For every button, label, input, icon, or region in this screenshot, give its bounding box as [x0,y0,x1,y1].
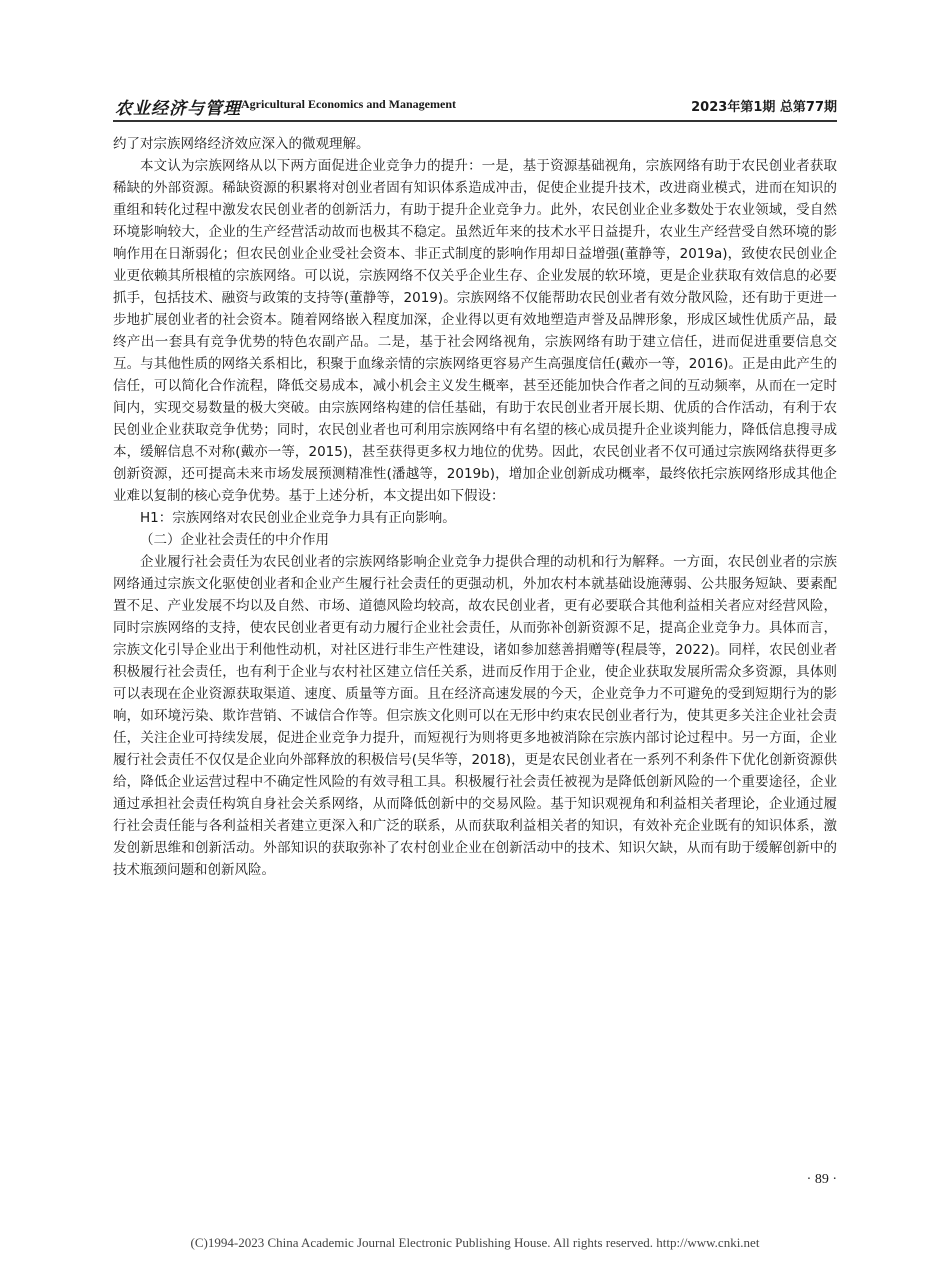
hypothesis-h1: H1：宗族网络对农民创业企业竞争力具有正向影响。 [140,510,456,526]
paragraph-csr-mediation: 企业履行社会责任为农民创业者的宗族网络影响企业竞争力提供合理的动机和行为解释。一方面，农民创业者的宗族网络通过宗族文化驱使创业者和企业产生履行社会责任的更强动机，外加农村本就基础设施薄弱、公共服务短缺、要素配置不足、产业发展不均以及自然、市场、道德风险均较高，故农民创业者，更有必要联合其他利益相关者应对经营风险，同时宗族网络的支持，使农民创业者更有动力履行企业社会责任，从而弥补创新资源不足，提高企业竞争力。具体而言，宗族文化引导企业出于利他性动机，对社区进行非生产性建设，诸如参加慈善捐赠等(程晨等，2022)。同样，农民创业者积极履行社会责任，也有利于企业与农村社区建立信任关系，进而反作用于企业，使企业获取发展所需众多资源，具体则可以表现在企业资源获取渠道、速度、质量等方面。且在经济高速发展的今天，企业竞争力不可避免的受到短期行为的影响，如环境污染、欺诈营销、不诚信合作等。但宗族文化则可以在无形中约束农民创业者行为，使其更多关注企业社会责任，关注企业可持续发展，促进企业竞争力提升，而短视行为则将更多地被消除在宗族内部讨论过程中。另一方面，企业履行社会责任不仅仅是企业向外部释放的积极信号(吴华等，2018)，更是农民创业者在一系列不利条件下优化创新资源供给，降低企业运营过程中不确定性风险的有效寻租工具。积极履行社会责任被视为是降低创新风险的一个重要途径，企业通过承担社会责任构筑自身社会关系网络，从而降低创新中的交易风险。基于知识观视角和利益相关者理论，企业通过履行社会责任能与各利益相关者建立更深入和广泛的联系，从而获取利益相关者的知识，有效补充企业既有的知识体系，激发创新思维和创新活动。外部知识的获取弥补了农村创业企业在创新活动中的技术、知识欠缺，从而有助于缓解创新中的技术瓶颈问题和创新风险。 [113,554,837,878]
paragraph-clan-network: 本文认为宗族网络从以下两方面促进企业竞争力的提升：一是，基于资源基础视角，宗族网络有助于农民创业者获取稀缺的外部资源。稀缺资源的积累将对创业者固有知识体系造成冲击，促使企业提升技术，改进商业模式，进而在知识的重组和转化过程中激发农民创业者的创新活力，有助于提升企业竞争力。此外，农民创业企业多数处于农业领域，受自然环境影响较大，企业的生产经营活动故而也极其不稳定。虽然近年来的技术水平日益提升，农业生产经营受自然环境的影响作用在日渐弱化；但农民创业企业受社会资本、非正式制度的影响作用却日益增强(董静等，2019a)，致使农民创业企业更依赖其所根植的宗族网络。可以说，宗族网络不仅关乎企业生存、企业发展的软环境，更是企业获取有效信息的必要抓手，包括技术、融资与政策的支持等(董静等，2019)。宗族网络不仅能帮助农民创业者有效分散风险，还有助于更进一步地扩展创业者的社会资本。随着网络嵌入程度加深，企业得以更有效地塑造声誉及品牌形象，形成区域性优质产品，最终产出一套具有竞争优势的特色农副产品。二是，基于社会网络视角，宗族网络有助于建立信任，进而促进重要信息交互。与其他性质的网络关系相比，积聚于血缘亲情的宗族网络更容易产生高强度信任(戴亦一等，2016)。正是由此产生的信任，可以简化合作流程，降低交易成本，减小机会主义发生概率，甚至还能加快合作者之间的互动频率，从而在一定时间内，实现交易数量的极大突破。由宗族网络构建的信任基础，有助于农民创业者开展长期、优质的合作活动，有利于农民创业企业获取竞争优势；同时，农民创业者也可利用宗族网络中有名望的核心成员提升企业谈判能力，降低信息搜寻成本，缓解信息不对称(戴亦一等，2015)，甚至获得更多权力地位的优势。因此，农民创业者不仅可通过宗族网络获得更多创新资源，还可提高未来市场发展预测精准性(潘越等，2019b)，增加企业创新成功概率，最终依托宗族网络形成其他企业难以复制的核心竞争优势。基于上述分析，本文提出如下假设： [113,158,837,504]
copyright-footer: (C)1994-2023 China Academic Journal Electronic Publishing House. All rights reserved. http://www.cnki.net [190,1235,760,1250]
paragraph-continuation: 约了对宗族网络经济效应深入的微观理解。 [113,136,370,152]
journal-title-cn: 农业经济与管理 [115,99,241,119]
article-body [113,133,837,881]
section-heading: （二）企业社会责任的中介作用 [140,532,329,548]
journal-title-en: Agricultural Economics and Management [241,97,456,111]
issue-info: 2023年第1期 总第77期 [691,100,837,115]
running-header [113,94,837,122]
page-number: · 89 · [806,1172,837,1187]
